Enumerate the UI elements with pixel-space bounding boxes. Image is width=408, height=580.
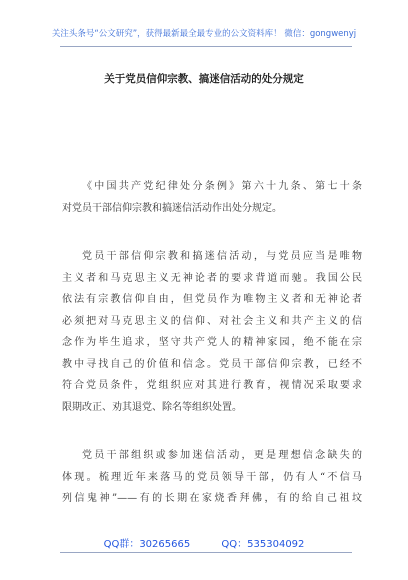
footer-qq-number: QQ：535304092 xyxy=(221,539,305,550)
paragraph-line: 符合党员条件，党组织应对其进行教育，视情况采取要求 xyxy=(62,380,362,391)
footer-rule xyxy=(60,552,352,553)
paragraph-line: 依法有宗教信仰自由，但党员作为唯物主义者和无神论者 xyxy=(62,294,362,305)
paragraph-line: 体现。梳理近年来落马的党员领导干部，仍有人“不信马 xyxy=(62,471,362,483)
paragraph-2 xyxy=(62,246,362,418)
footer-contact xyxy=(0,535,408,550)
paragraph-line: 必须把对马克思主义的信仰、对社会主义和共产主义的信 xyxy=(62,315,362,327)
footer-qq-group: QQ群：30265665 xyxy=(103,539,191,550)
paragraph-line: 限期改正、劝其退党、除名等组织处置。 xyxy=(62,401,242,413)
paragraph-line: 对党员干部信仰宗教和搞迷信活动作出处分规定。 xyxy=(62,202,282,214)
paragraph-1 xyxy=(62,176,362,219)
paragraph-3 xyxy=(62,445,362,510)
paragraph-line: 教中寻找自己的价值和信念。党员干部信仰宗教，已经不 xyxy=(62,358,362,370)
document-title: 关于党员信仰宗教、搞迷信活动的处分规定 xyxy=(104,73,304,85)
paragraph-line: 主义者和马克思主义无神论者的要求背道而驰。我国公民 xyxy=(62,272,362,284)
paragraph-line: 党员干部组织或参加迷信活动，更是理想信念缺失的 xyxy=(82,450,362,461)
header-rule xyxy=(60,46,352,47)
paragraph-line: 《中国共产党纪律处分条例》第六十九条、第七十条 xyxy=(82,181,362,192)
header-banner: 关注头条号“公文研究”，获得最新最全最专业的公文资料库！ 微信：gongwenyj xyxy=(51,29,357,39)
paragraph-line: 念作为毕生追求，坚守共产党人的精神家园，绝不能在宗 xyxy=(62,337,362,348)
paragraph-line: 党员干部信仰宗教和搞迷信活动，与党员应当是唯物 xyxy=(82,251,362,262)
paragraph-line: 列信鬼神”——有的长期在家烧香拜佛，有的给自己祖坟 xyxy=(62,493,362,504)
